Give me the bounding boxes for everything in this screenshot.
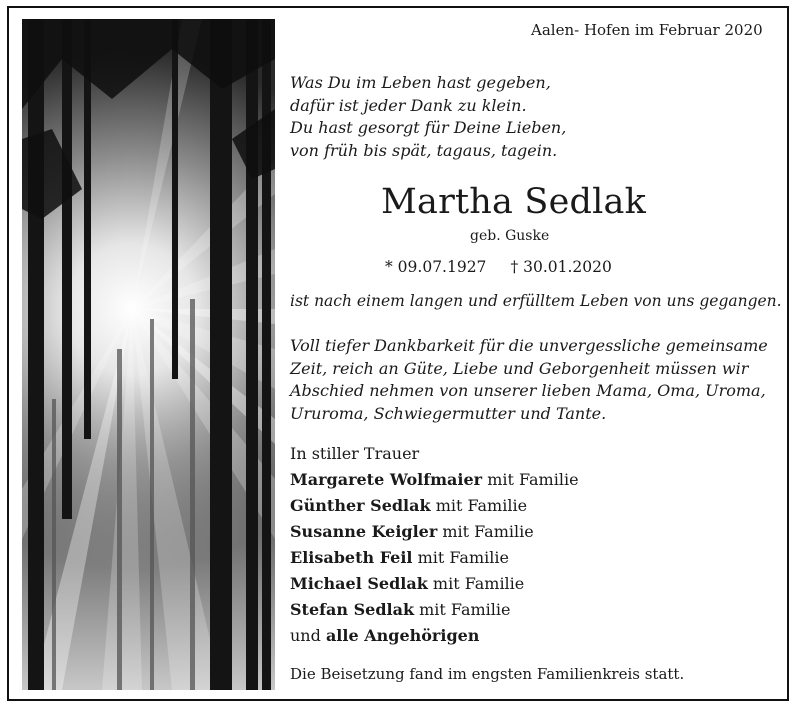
mourners-intro: In stiller Trauer [290,444,420,463]
mourner-name: Günther Sedlak [290,496,431,515]
mourner-row [290,493,579,519]
mourner-name: Margarete Wolfmaier [290,470,483,489]
mourner-name: Susanne Keigler [290,522,438,541]
family-suffix: mit Familie [442,522,534,541]
poem-line: von früh bis spät, tagaus, tagein. [290,140,558,160]
place-date: Aalen- Hofen im Februar 2020 [531,21,763,39]
thanks-line: Voll tiefer Dankbarkeit für die unvergessliche gemeinsame [290,336,768,355]
family-suffix: mit Familie [435,496,528,515]
thanks-text [290,335,770,425]
closing-relatives: alle Angehörigen [325,626,480,645]
family-suffix: mit Familie [432,574,525,593]
family-suffix: mit Familie [417,548,509,567]
mourner-row [290,597,579,623]
poem-line: Du hast gesorgt für Deine Lieben, [290,118,567,137]
thanks-line: Ururoma, Schwiegermutter und Tante. [290,403,607,423]
mourner-name: Michael Sedlak [290,574,428,593]
forest-sunbeams-photo [22,19,275,690]
family-suffix: mit Familie [419,600,511,619]
deceased-name: Martha Sedlak [381,182,646,222]
poem-line: Was Du im Leben hast gegeben, [290,73,551,92]
birth-date: * 09.07.1927 [385,258,487,276]
mourners-closing [290,623,579,649]
poem-line: dafür ist jeder Dank zu klein. [290,95,527,115]
family-suffix: mit Familie [487,470,579,489]
death-date: † 30.01.2020 [510,258,612,276]
life-dates [385,258,612,276]
mourner-name: Elisabeth Feil [290,548,413,567]
thanks-line: Abschied nehmen von unserer lieben Mama, Oma, Uroma, [290,381,766,400]
maiden-name: geb. Guske [470,228,550,244]
thanks-line: Zeit, reich an Güte, Liebe und Geborgenheit müssen wir [290,358,749,378]
mourner-row [290,545,579,571]
poem [290,72,566,162]
mourner-row [290,519,579,545]
mourner-name: Stefan Sedlak [290,600,415,619]
mourner-row [290,571,579,597]
closing-prefix: und [290,626,326,645]
mourner-row [290,467,579,493]
mourners-list [290,441,579,649]
passed-text: ist nach einem langen und erfülltem Leben von uns gegangen. [290,292,782,310]
funeral-note: Die Beisetzung fand im engsten Familienkreis statt. [290,665,685,683]
